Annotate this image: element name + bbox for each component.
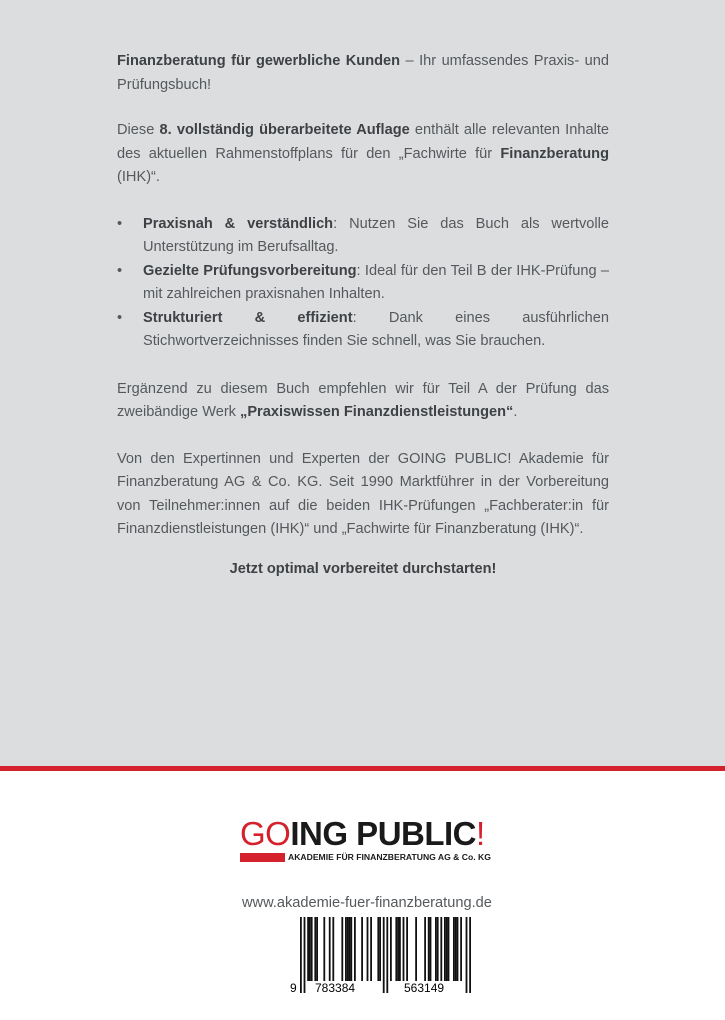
barcode-bar [323,917,325,981]
recommendation-bold: „Praxiswissen Finanzdienstleistungen“ [240,404,514,420]
recommendation-paragraph [117,378,609,425]
barcode-bar [395,917,397,981]
barcode-digits-right: 563149 [404,981,445,995]
barcode-bar [379,917,381,981]
barcode-bar [361,917,363,981]
barcode-bar [403,917,405,981]
barcode-bar [332,917,334,981]
blurb-text [117,50,609,581]
barcode-bar [457,917,459,981]
list-item [117,307,609,354]
edition-paragraph [117,119,609,190]
barcode-bar [345,917,347,981]
list-item [117,260,609,307]
logo-red-bar [240,853,285,862]
feature-title: Praxisnah & verständlich [143,215,334,232]
publisher-paragraph: Von den Expertinnen und Experten der GOING PUBLIC! Akademie für Finanzberatung AG & Co. KG. Seit 1990 Marktführer in der Vorbereitung von Teilnehmer:innen auf die beiden IHK-Prüfungen „Fachberater:in für Finanzdienstleistungen (IHK)“ und „Fachwirte für Finanzberatung (IHK)“. [117,450,609,537]
logo-wordmark [240,816,485,852]
feature-text: : Ideal für den Teil B der IHK-Prüfung – mit zahlreichen praxisnahen Inhalten. [143,262,609,302]
barcode-bar [314,917,316,981]
isbn-barcode [282,915,482,997]
barcode-bar [469,917,471,993]
feature-text: : Nutzen Sie das Buch als wertvolle Unterstützung im Berufsalltag. [143,215,610,255]
website-link[interactable]: www.akademie-fuer-finanzberatung.de [242,895,492,911]
feature-text: : Dank eines ausführlichen Stichwortverzeichnisses finden Sie schnell, was Sie brauchen. [143,309,610,349]
barcode-bar [304,917,306,993]
logo-subtitle: AKADEMIE FÜR FINANZBERATUNG AG & Co. KG [288,852,491,862]
barcode-bar [435,917,437,981]
barcode-bar [370,917,372,981]
bullet-icon: • [117,309,123,326]
barcode-graphic [282,915,482,997]
barcode-bar [311,917,313,981]
list-item [117,213,609,260]
barcode-bar [300,917,302,993]
barcode-bar [329,917,331,981]
barcode-bar [341,917,343,981]
feature-title: Gezielte Prüfungsvorbereitung [143,262,357,279]
logo-exclamation: ! [476,815,485,852]
barcode-digits-left: 783384 [315,981,356,995]
bullet-icon: • [117,215,123,232]
barcode-digit-first: 9 [290,981,297,995]
barcode-bar [424,917,426,981]
edition-pre: Diese [117,122,160,138]
call-to-action: Jetzt optimal vorbereitet durchstarten! [229,560,497,577]
barcode-bar [466,917,468,993]
recommendation-post: . [513,404,518,420]
red-divider [0,766,725,771]
barcode-bar [354,917,356,981]
barcode-bar [448,917,450,981]
barcode-bar [430,917,432,981]
feature-list [117,213,609,354]
barcode-bar [453,917,455,981]
edition-post: (IHK)“. [117,169,160,185]
barcode-bar [415,917,417,981]
barcode-bar [444,917,446,981]
barcode-bar [316,917,318,981]
barcode-bar [349,917,351,981]
barcode-bar [347,917,349,981]
barcode-bar [455,917,457,981]
barcode-bar [437,917,439,981]
barcode-bar [377,917,379,981]
going-public-logo [240,816,490,866]
intro-rest: – Ihr umfassendes Praxis- und Prüfungsbuch! [117,53,610,93]
logo-red-part: GO [240,815,291,852]
barcode-bar [386,917,388,993]
logo-black-part: ING PUBLIC [290,815,477,852]
barcode-bar [309,917,311,981]
barcode-bar [367,917,369,981]
feature-title: Strukturiert & effizient [143,309,353,326]
barcode-bar [406,917,408,981]
recommendation-text: Ergänzend zu diesem Buch empfehlen wir für Teil A der Prüfung das zweibändige Werk [117,380,609,420]
barcode-bar [428,917,430,981]
barcode-bar [399,917,401,981]
intro-paragraph [117,50,609,97]
edition-bold-2: Finanzberatung [500,145,609,162]
barcode-bar [307,917,309,981]
barcode-bar [390,917,392,981]
barcode-bar [446,917,448,981]
barcode-bar [383,917,385,993]
barcode-bar [397,917,399,981]
edition-bold: 8. vollständig überarbeitete Auflage [159,122,410,138]
barcode-bar [460,917,462,981]
book-title-bold: Finanzberatung für gewerbliche Kunden [117,53,401,69]
barcode-bar [350,917,352,981]
edition-mid: enthält alle relevanten Inhalte des aktuellen Rahmenstoffplans für den „Fachwirte für [117,122,610,162]
bullet-icon: • [117,262,123,279]
barcode-bar [440,917,442,981]
